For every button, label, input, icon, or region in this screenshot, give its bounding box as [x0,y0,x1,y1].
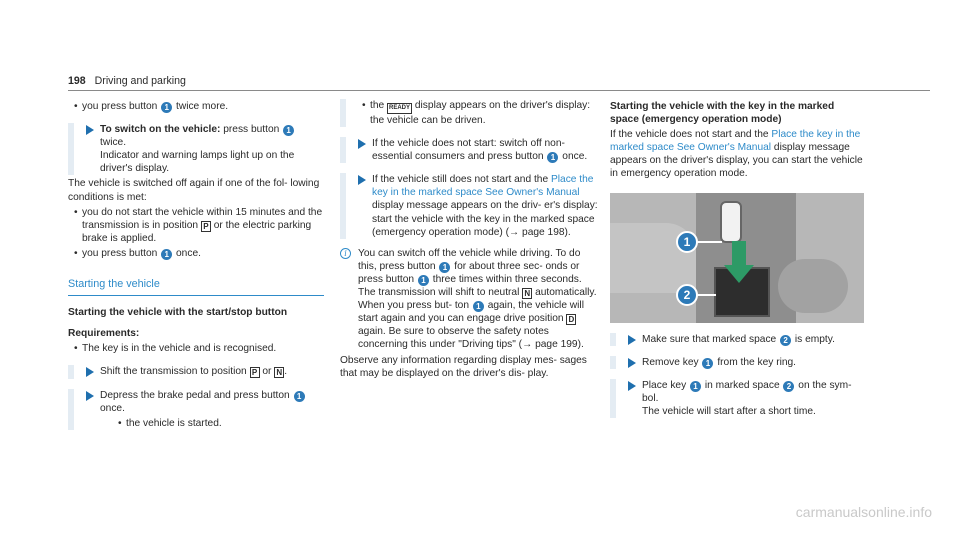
callout-1-icon: 1 [547,152,558,163]
step-arrow-icon [86,125,94,135]
cupholder-shape [778,259,848,313]
emergency-heading: Starting the vehicle with the key in the marked space (emergency operation mode) [610,101,835,126]
owners-manual-link[interactable]: Place the key in the marked space See Owner's Manual [610,129,861,154]
callout-1-icon: 1 [294,391,305,402]
column-2 [340,99,598,380]
ready-icon: READY [387,103,412,114]
callout-1-icon: 1 [283,125,294,136]
down-arrow-head-icon [724,265,754,283]
bullet-ready: • the READY display appears on the driver's display: the vehicle can be driven. [356,99,598,127]
callout-2-icon: 2 [780,335,791,346]
step-not-start: If the vehicle does not start: switch off non- essential consumers and press button 1 once. [340,137,598,163]
bullet-condition-2: • you press button 1 once. [68,247,324,260]
page-header [68,75,186,88]
callout-1-icon: 1 [418,275,429,286]
column-3 [610,100,864,418]
step-still-not-start: If the vehicle still does not start and the Place the key in the marked space See Owner's Manual display message appears on the driv- er's display: start the vehicle with the key in the marked space (emergency operation mode) (→ page 198). [340,173,598,238]
step-arrow-icon [86,367,94,377]
step-brake: Depress the brake pedal and press button 1 once. • the vehicle is started. [68,389,324,430]
callout-1-icon: 1 [702,358,713,369]
section-title[interactable]: Starting the vehicle [68,278,324,296]
page-header-title: Driving and parking [94,75,186,87]
info-note: i You can switch off the vehicle while driving. To do this, press button 1 for about three sec- onds or press button 1 three times within three seconds. The transmission will shift to neutral N automatically. When you press but- ton 1 again, the vehicle will start again and you can engage drive position D again. Be sure to observe the safety notes concerning this under "Driving tips" (→ page 199). [340,247,598,352]
info-icon: i [340,248,351,259]
callout-1-icon: 1 [690,381,701,392]
owners-manual-link[interactable]: Place the key in the marked space See Owner's Manual [372,174,594,199]
emergency-paragraph: If the vehicle does not start and the Place the key in the marked space See Owner's Manual display message appears on the driver's display, you can start the vehicle in emergency operation mode. [610,129,863,180]
step-arrow-icon [358,139,366,149]
gear-p-icon: P [250,367,260,378]
step-arrow-icon [86,391,94,401]
step-shift: Shift the transmission to position P or N . [68,365,324,378]
step-arrow-icon [628,358,636,368]
key-icon [720,201,742,243]
switch-off-conditions: The vehicle is switched off again if one of the fol- lowing conditions is met: [68,178,320,203]
step-place-key: Place key 1 in marked space 2 on the sym- bol. The vehicle will start after a short time. [610,379,864,418]
requirement-item: • The key is in the vehicle and is recognised. [68,342,324,355]
column-1 [68,98,324,430]
bullet-started: • the vehicle is started. [112,417,324,430]
down-arrow-icon [732,241,746,267]
watermark: carmanualsonline.info [795,504,932,520]
step-make-sure: Make sure that marked space 2 is empty. [610,333,864,346]
gear-n-icon: N [274,367,284,378]
center-console-illustration [610,193,864,323]
callout-1-icon: 1 [473,301,484,312]
callout-1-badge: 1 [676,231,698,253]
callout-1-icon: 1 [161,102,172,113]
step-arrow-icon [628,335,636,345]
step-remove-key: Remove key 1 from the key ring. [610,356,864,369]
observe-paragraph: Observe any information regarding display mes- sages that may be displayed on the driver's dis- play. [340,354,587,379]
requirements-heading: Requirements: [68,328,140,340]
step-switch-on: To switch on the vehicle: press button 1 twice. Indicator and warning lamps light up on the driver's display. [68,123,324,175]
callout-1-icon: 1 [439,262,450,273]
step-arrow-icon [358,175,366,185]
gear-d-icon: D [566,314,576,325]
step-arrow-icon [628,381,636,391]
bullet-condition-1: • you do not start the vehicle within 15 minutes and the transmission is in position P or the electric parking brake is applied. [68,206,324,245]
header-divider [68,90,930,91]
page-number: 198 [68,75,86,87]
bullet-press-twice: • you press button 1 twice more. [68,100,324,113]
gear-p-icon: P [201,221,211,232]
subsection-heading: Starting the vehicle with the start/stop button [68,307,288,319]
callout-1-icon: 1 [161,249,172,260]
callout-2-icon: 2 [783,381,794,392]
gear-n-icon: N [522,288,532,299]
ready-block [340,99,598,127]
callout-2-badge: 2 [676,284,698,306]
